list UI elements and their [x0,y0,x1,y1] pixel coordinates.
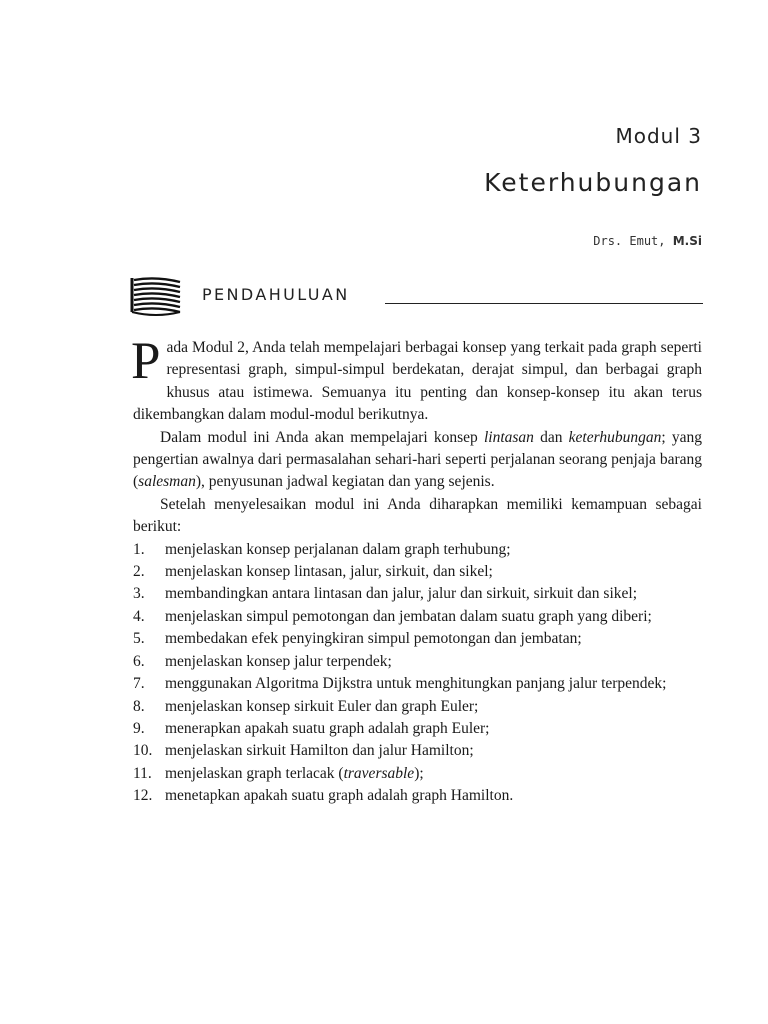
list-item-number: 4. [133,607,145,625]
list-item-number: 7. [133,675,145,693]
term-keterhubungan: keterhubungan [568,428,662,446]
list-item [133,718,702,740]
list-item [133,673,702,695]
body-text [131,332,702,808]
intro-paragraph-2 [133,427,702,494]
term-salesman: salesman [138,473,196,491]
list-item-text: menetapkan apakah suatu graph adalah graph Hamilton. [165,787,514,805]
intro-paragraph-3: Setelah menyelesaikan modul ini Anda diharapkan memiliki kemampuan sebagai berikut: [133,495,702,536]
p2-text-d: ), penyusunan jadwal kegiatan dan yang sejenis. [195,473,495,491]
author [593,234,702,248]
list-item-text-b: ); [414,764,424,782]
p2-text-a: Dalam modul ini Anda akan mempelajari konsep [160,428,484,446]
list-item-number: 12. [133,787,153,805]
intro-paragraph-1-text: ada Modul 2, Anda telah mempelajari berbagai konsep yang terkait pada graph seperti representasi graph, simpul-simpul berdekatan, derajat simpul, dan berbagai graph khusus atau istimewa. Semuanya itu penting dan konsep-konsep itu akan terus dikembangkan dalam modul-modul berikutnya. [133,339,702,424]
list-item-number: 6. [133,652,145,670]
book-icon [130,276,182,316]
list-item-text: menggunakan Algoritma Dijkstra untuk menghitungkan panjang jalur terpendek; [165,675,667,693]
list-item-number: 9. [133,719,145,737]
p2-text-c: ; yang pengertian awalnya dari permasalahan sehari-hari seperti perjalanan seorang penjaja barang ( [133,428,702,491]
intro-paragraph-1 [131,332,702,427]
list-item [133,583,702,605]
list-item-text: menjelaskan konsep sirkuit Euler dan graph Euler; [165,697,479,715]
list-item [133,696,702,718]
list-item [133,785,702,807]
list-item-text: menjelaskan konsep lintasan, jalur, sirkuit, dan sikel; [165,563,493,581]
term-lintasan: lintasan [483,428,534,446]
chapter-title: Keterhubungan [484,168,702,197]
list-item-text [165,763,702,785]
list-item [133,539,702,561]
section-heading: PENDAHULUAN [202,285,350,304]
term-traversable: traversable [343,764,415,782]
list-item [133,651,702,673]
list-item-text-a: menjelaskan graph terlacak ( [165,764,344,782]
list-item-text: menjelaskan konsep jalur terpendek; [165,652,392,670]
list-item-number: 3. [133,585,145,603]
list-item-text: membandingkan antara lintasan dan jalur, jalur dan sirkuit, sirkuit dan sikel; [165,585,638,603]
list-item [133,740,702,762]
heading-rule [385,303,703,304]
author-degree: M.Si [672,234,702,248]
list-item [133,763,702,785]
list-item-number: 1. [133,540,145,558]
list-item-text: menjelaskan konsep perjalanan dalam graph terhubung; [165,540,511,558]
module-number: Modul 3 [615,124,702,148]
list-item-number: 8. [133,697,145,715]
list-item-text: menerapkan apakah suatu graph adalah graph Euler; [165,719,490,737]
list-item-text: membedakan efek penyingkiran simpul pemotongan dan jembatan; [165,630,582,648]
list-item [133,561,702,583]
list-item [133,606,702,628]
objectives-list [133,539,702,808]
p2-text-b: dan [533,428,569,446]
list-item-text: menjelaskan sirkuit Hamilton dan jalur Hamilton; [165,742,474,760]
list-item-number: 10. [133,742,153,760]
list-item-text: menjelaskan simpul pemotongan dan jembatan dalam suatu graph yang diberi; [165,607,652,625]
drop-cap: P [131,332,161,390]
list-item-number: 2. [133,563,145,581]
list-item-number: 11. [133,764,152,782]
list-item-number: 5. [133,630,145,648]
list-item [133,628,702,650]
author-name: Drs. Emut, [593,234,673,248]
